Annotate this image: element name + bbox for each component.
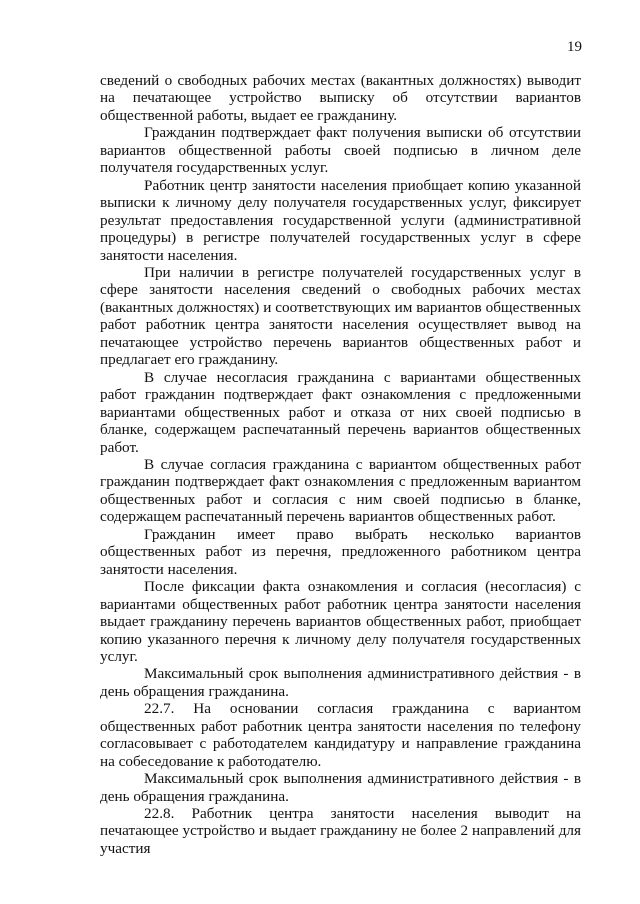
paragraph: В случае согласия гражданина с вариантом общественных работ гражданин подтверждает факт ознакомления с предложенным вариантом общественных работ и согласия с ним своей подписью в бланке, содержащем распечатанный перечень вариантов общественных работ. bbox=[100, 455, 581, 526]
paragraph: Гражданин подтверждает факт получения выписки об отсутствии вариантов общественной работы своей подписью в личном деле получателя государственных услуг. bbox=[100, 124, 581, 177]
paragraph: При наличии в регистре получателей государственных услуг в сфере занятости населения сведений о свободных рабочих местах (вакантных должностях) и соответствующих им вариантов общественных работ работник центра занятости населения осуществляет вывод на печатающее устройство перечень вариантов общественных работ и предлагает его гражданину. bbox=[100, 263, 581, 369]
paragraph: Гражданин имеет право выбрать несколько вариантов общественных работ из перечня, предложенного работником центра занятости населения. bbox=[100, 525, 581, 578]
paragraph-section-22-8: 22.8. Работник центра занятости населения выводит на печатающее устройство и выдает гражданину не более 2 направлений для участия bbox=[100, 805, 581, 857]
paragraph: Работник центр занятости населения приобщает копию указанной выписки к личному делу получателя государственных услуг, фиксирует результат предоставления государственной услуги (административной процедуры) в регистре получателей государственных услуг в сфере занятости населения. bbox=[100, 176, 581, 264]
paragraph-section-22-7: 22.7. На основании согласия гражданина с вариантом общественных работ работник центра занятости населения по телефону согласовывает с работодателем кандидатуру и направление гражданина на собеседование к работодателю. bbox=[100, 700, 581, 770]
paragraph-continuation: сведений о свободных рабочих местах (вакантных должностях) выводит на печатающее устройство выписку об отсутствии вариантов общественной работы, выдает ее гражданину. bbox=[100, 72, 581, 124]
paragraph: Максимальный срок выполнения административного действия - в день обращения гражданина. bbox=[100, 770, 581, 805]
paragraph: Максимальный срок выполнения административного действия - в день обращения гражданина. bbox=[100, 665, 581, 700]
paragraph: В случае несогласия гражданина с вариантами общественных работ гражданин подтверждает факт ознакомления с предложенными вариантами общественных работ и отказа от них своей подписью в бланке, содержащем распечатанный перечень вариантов общественных работ. bbox=[100, 368, 581, 456]
paragraph: После фиксации факта ознакомления и согласия (несогласия) с вариантами общественных работ работник центра занятости населения выдает гражданину перечень вариантов общественных работ, приобщает копию указанного перечня к личному делу получателя государственных услуг. bbox=[100, 578, 581, 665]
body-text bbox=[100, 72, 581, 857]
page-number: 19 bbox=[567, 39, 582, 55]
